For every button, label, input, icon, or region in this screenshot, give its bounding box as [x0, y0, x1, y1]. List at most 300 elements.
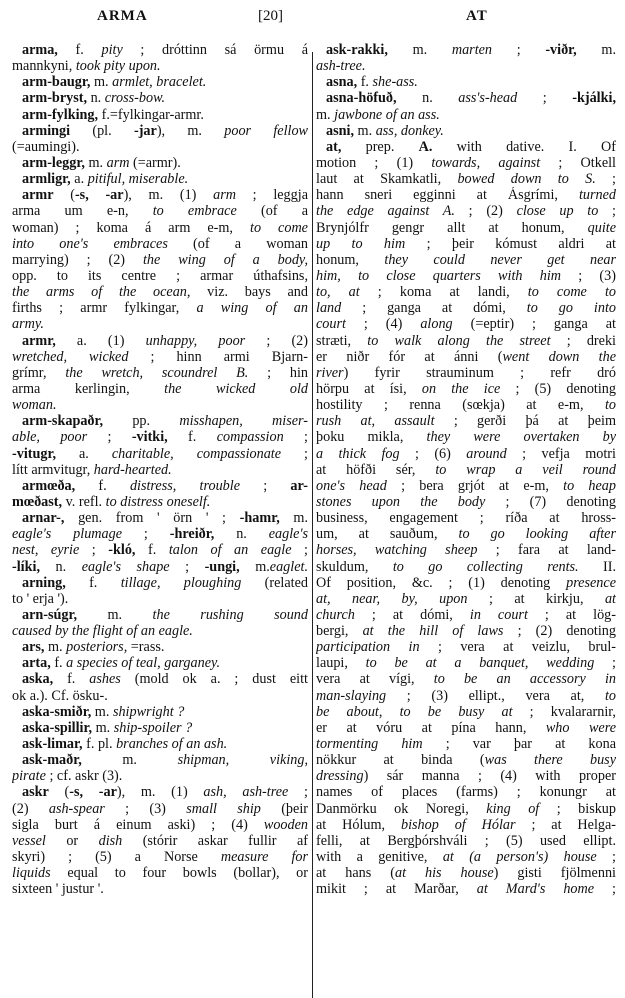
- entry-line: [12, 397, 308, 413]
- entry-text: f.: [167, 429, 217, 446]
- entry-line: [316, 42, 616, 58]
- entry-text: motion ; (1): [316, 154, 432, 171]
- headword: arm-baugr,: [22, 74, 91, 91]
- entry-text: (of a woman: [167, 235, 308, 252]
- entry-text: at höfði sér,: [316, 461, 436, 478]
- entry-text: ; Otkell: [540, 154, 616, 171]
- entry-line: [12, 688, 308, 704]
- entry-text: (of a: [236, 203, 308, 220]
- entry-text: ;: [281, 445, 308, 462]
- entry-text: ;: [291, 542, 308, 559]
- entry-line: [316, 187, 616, 203]
- entry-line: [12, 736, 308, 752]
- entry-text: laut at Skamkatli,: [316, 171, 458, 188]
- gloss-text: eagle's: [268, 526, 308, 543]
- entry-line: [316, 559, 616, 575]
- gloss-text: to be an accessory in: [433, 671, 616, 688]
- gloss-text: ash, ash-tree: [203, 784, 289, 801]
- entry-text: m.: [92, 719, 114, 736]
- headword: ask-maðr,: [22, 752, 82, 769]
- entry-line: [12, 639, 308, 655]
- entry-line: [316, 752, 616, 768]
- gloss-text: ship-spoiler ?: [113, 719, 193, 736]
- headword: -líki,: [12, 558, 40, 575]
- entry-text: ; (2): [245, 332, 308, 349]
- gloss-text: wooden: [263, 816, 308, 833]
- headword: at,: [326, 138, 342, 155]
- page-number: [20]: [258, 8, 283, 24]
- headword: armr,: [22, 332, 56, 349]
- gloss-text: pirate: [12, 768, 46, 785]
- gloss-text: king of: [486, 800, 540, 817]
- gloss-text: shipwright ?: [112, 703, 185, 720]
- entry-text: equal to four bowls (bollar), or: [50, 865, 308, 882]
- gloss-text: eagle's plumage: [12, 526, 123, 543]
- entry-text: ;: [594, 655, 616, 672]
- gloss-text: towards, against: [431, 154, 541, 171]
- headword: aska,: [22, 671, 54, 688]
- column-divider: [312, 52, 313, 998]
- gloss-text: to go looking after: [458, 526, 616, 543]
- entry-text: ; dróttinn sá örmu á: [122, 42, 308, 58]
- entry-line: [316, 510, 616, 526]
- entry-text: n.: [40, 558, 82, 575]
- entry-text: ; (3) ellipt., vera at,: [386, 687, 605, 704]
- headword: -ungi,: [204, 558, 240, 575]
- entry-text: ;: [598, 203, 616, 220]
- gloss-text: court: [316, 316, 346, 333]
- headword: arm-fylking,: [22, 106, 99, 123]
- entry-text: er at vóru at pína hann,: [316, 719, 546, 736]
- entry-line: [12, 623, 308, 639]
- entry-text: gen. from ' örn ' ;: [64, 510, 240, 527]
- entry-line: [316, 220, 616, 236]
- entry-line: [12, 478, 308, 494]
- entry-line: [12, 801, 308, 817]
- gloss-text: distress, trouble: [129, 477, 240, 494]
- entry-line: [316, 203, 616, 219]
- entry-text: skyri) ; (5) a Norse: [12, 849, 221, 866]
- entry-line: [316, 817, 616, 833]
- entry-text: arma um e-n,: [12, 203, 153, 220]
- entry-line: [316, 639, 616, 655]
- entry-text: opp. to its centre ; armar úthafsins,: [12, 267, 308, 284]
- entry-line: [316, 720, 616, 736]
- entry-line: [316, 58, 616, 74]
- entry-text: prep.: [341, 138, 419, 155]
- entry-text: =rass.: [127, 639, 165, 656]
- left-column: [12, 42, 308, 897]
- entry-text: (þeir: [260, 800, 308, 817]
- entry-text: firths ; armr fylkingar,: [12, 300, 197, 317]
- entry-text: stræti,: [316, 332, 368, 349]
- entry-text: nökkur at binda (: [316, 752, 485, 769]
- gloss-text: charitable, compassionate: [111, 445, 282, 462]
- entry-text: n.: [396, 90, 459, 107]
- entry-text: n.: [87, 90, 105, 107]
- entry-text: m.: [44, 639, 67, 656]
- gloss-text: a wing of an: [196, 300, 308, 317]
- entry-text: ; dreki: [550, 332, 616, 349]
- gloss-text: to heap: [563, 477, 616, 494]
- entry-line: [316, 300, 616, 316]
- entry-text: m.: [316, 106, 335, 123]
- entry-text: v. refl.: [62, 493, 106, 510]
- entry-text: ; (7) denoting: [485, 493, 616, 510]
- entry-line: [12, 155, 308, 171]
- entry-line: [316, 591, 616, 607]
- headword: armœða,: [22, 477, 76, 494]
- headword: armingi: [22, 122, 71, 139]
- entry-line: [316, 575, 616, 591]
- entry-text: ; (2) denoting: [503, 623, 616, 640]
- gloss-text: around: [466, 445, 507, 462]
- entry-text: ; at lög-: [527, 606, 616, 623]
- headword: arm-skapaðr,: [22, 413, 104, 430]
- entry-line: [12, 268, 308, 284]
- gloss-text: a thick fog: [316, 445, 400, 462]
- gloss-text: to distress oneself.: [105, 493, 211, 510]
- headword: A.: [418, 138, 433, 155]
- gloss-text: one's head: [316, 477, 387, 494]
- entry-text: ), m. (1): [116, 784, 204, 801]
- entry-line: [316, 623, 616, 639]
- entry-text: ) gisti fjölmenni: [493, 865, 616, 882]
- entry-line: [12, 833, 308, 849]
- entry-text: m.: [576, 42, 616, 58]
- gloss-text: the edge against A.: [316, 203, 455, 220]
- entry-line: [12, 236, 308, 252]
- entry-line: [12, 171, 308, 187]
- entry-line: [12, 139, 308, 155]
- entry-line: [12, 559, 308, 575]
- entry-line: [12, 720, 308, 736]
- entry-line: [12, 42, 308, 58]
- gloss-text: measure for: [220, 849, 308, 866]
- entry-line: [316, 236, 616, 252]
- gloss-text: able, poor: [12, 429, 88, 446]
- gloss-text: bishop of Hólar: [400, 816, 516, 833]
- entry-line: [12, 58, 308, 74]
- entry-text: ; at dómi,: [354, 606, 470, 623]
- headword: armligr,: [22, 171, 71, 188]
- entry-text: ; at kirkju,: [467, 590, 605, 607]
- entry-text: ; (6): [399, 445, 467, 462]
- entry-line: [316, 542, 616, 558]
- gloss-text: woman.: [12, 397, 57, 414]
- gloss-text: they were overtaken by: [426, 429, 616, 446]
- gloss-text: ass's-head: [458, 90, 518, 107]
- entry-text: ; þeir kómust aldri at: [405, 235, 616, 252]
- gloss-text: bowed down to S.: [457, 171, 596, 188]
- entry-text: ;: [596, 849, 616, 866]
- entry-text: ;: [122, 526, 170, 543]
- gloss-text: tillage, ploughing: [120, 574, 242, 591]
- gloss-text: took pity upon.: [75, 58, 161, 75]
- entry-text: ; leggja: [235, 187, 308, 204]
- headword: arma,: [22, 42, 58, 58]
- entry-text: or: [45, 832, 99, 849]
- entry-line: [316, 397, 616, 413]
- entry-line: [12, 316, 308, 332]
- entry-line: [316, 688, 616, 704]
- entry-text: to ' erja ').: [12, 590, 69, 607]
- gloss-text: compassion: [216, 429, 284, 446]
- gloss-text: turned: [578, 187, 616, 204]
- entry-text: (=armr).: [129, 154, 181, 171]
- entry-text: f.: [57, 42, 102, 58]
- gloss-text: who were: [545, 719, 616, 736]
- entry-text: vera at vígi,: [316, 671, 434, 688]
- entry-text: ; biskup: [539, 800, 616, 817]
- entry-text: m.: [279, 510, 308, 527]
- headword: askr: [22, 784, 49, 801]
- entry-line: [12, 849, 308, 865]
- entry-line: [12, 494, 308, 510]
- headword: arm-leggr,: [22, 154, 85, 171]
- headword: -kjálki,: [572, 90, 616, 107]
- gloss-text: the arms of the ocean,: [12, 284, 191, 301]
- gloss-text: branches of an ash.: [116, 736, 228, 753]
- entry-text: honum,: [316, 251, 385, 268]
- entry-text: f.: [53, 671, 90, 688]
- entry-line: [316, 704, 616, 720]
- gloss-text: at, near, by, upon: [316, 590, 468, 607]
- gloss-text: wretched, wicked: [12, 348, 129, 365]
- entry-text: um, at sauðum,: [316, 526, 459, 543]
- gloss-text: on the ice: [421, 380, 501, 397]
- entry-text: ; (3): [104, 800, 187, 817]
- entry-line: [12, 381, 308, 397]
- entry-text: m.: [90, 74, 113, 91]
- entry-text: viz. bays and: [190, 284, 308, 301]
- gloss-text: rush at, assault: [316, 413, 435, 430]
- gloss-text: in court: [469, 606, 528, 623]
- gloss-text: they could never get near: [384, 251, 616, 268]
- entry-text: ;: [240, 477, 291, 494]
- entry-line: [12, 752, 308, 768]
- entry-line: [316, 252, 616, 268]
- entry-text: ;: [288, 784, 308, 801]
- entry-text: ), m. (1): [123, 187, 214, 204]
- entry-line: [316, 494, 616, 510]
- entry-text: ) sár manna ; (4) with proper: [363, 768, 616, 785]
- headword: -vitki,: [131, 429, 168, 446]
- gloss-text: to go collecting rents.: [392, 558, 579, 575]
- entry-line: [316, 526, 616, 542]
- entry-text: (related: [241, 574, 308, 591]
- gloss-text: him, to close quarters with him: [316, 267, 562, 284]
- entry-line: [12, 575, 308, 591]
- entry-line: [316, 607, 616, 623]
- entry-line: [12, 203, 308, 219]
- entry-text: ; (5) denoting: [500, 380, 616, 397]
- headword: ars,: [22, 639, 45, 656]
- gloss-text: arm: [213, 187, 236, 204]
- headword: arn-súgr,: [22, 606, 78, 623]
- entry-text: m.: [354, 122, 376, 139]
- entry-line: [316, 801, 616, 817]
- gloss-text: ass, donkey.: [375, 122, 444, 139]
- headword: ask-rakki,: [326, 42, 388, 58]
- headword: asna-höfuð,: [326, 90, 397, 107]
- headword: -viðr,: [545, 42, 577, 58]
- entry-text: arma kerlingin,: [12, 380, 165, 397]
- entry-text: (=eptir) ; ganga at: [452, 316, 616, 333]
- gloss-text: caused by the flight of an eagle.: [12, 623, 193, 640]
- entry-line: [12, 768, 308, 784]
- gloss-text: to wrap a veil round: [435, 461, 616, 478]
- gloss-text: the wing of a body,: [142, 251, 308, 268]
- entry-text: Danmörku ok Noregi,: [316, 800, 487, 817]
- entry-text: ;: [594, 881, 616, 898]
- entry-line: [316, 333, 616, 349]
- gloss-text: to: [604, 687, 616, 704]
- entry-text: sixteen ' justur '.: [12, 881, 104, 898]
- entry-line: [12, 252, 308, 268]
- entry-text: ;: [79, 542, 109, 559]
- entry-text: ; cf. askr (3).: [45, 768, 123, 785]
- entry-line: [12, 333, 308, 349]
- gloss-text: at (a person's) house: [442, 849, 597, 866]
- entry-text: ;: [87, 429, 132, 446]
- gloss-text: horses, watching sheep: [316, 542, 478, 559]
- gloss-text: was there busy: [484, 752, 616, 769]
- entry-text: ; gerði þá at þeim: [434, 413, 616, 430]
- gloss-text: pitiful, miserable.: [87, 171, 189, 188]
- entry-text: (pl.: [70, 122, 134, 139]
- gloss-text: the rushing sound: [152, 606, 308, 623]
- entry-text: ; var þar at kona: [422, 736, 616, 753]
- entry-line: [12, 671, 308, 687]
- headword: asna,: [326, 74, 358, 91]
- entry-line: [316, 736, 616, 752]
- entry-line: [12, 510, 308, 526]
- headword: armr: [22, 187, 54, 204]
- gloss-text: the wicked old: [164, 380, 308, 397]
- entry-line: [12, 365, 308, 381]
- gloss-text: along: [420, 316, 453, 333]
- running-header: [0, 8, 625, 30]
- gloss-text: poor fellow: [224, 122, 308, 139]
- entry-text: ; hinn armi Bjarn-: [128, 348, 308, 365]
- entry-line: [316, 833, 616, 849]
- entry-text: lítt armvitugr,: [12, 461, 94, 478]
- gloss-text: church: [316, 606, 355, 623]
- entry-text: ;: [595, 171, 616, 188]
- gloss-text: dressing: [316, 768, 364, 785]
- gloss-text: at his house: [394, 865, 494, 882]
- entry-line: [316, 881, 616, 897]
- gloss-text: misshapen, miser-: [179, 413, 308, 430]
- gloss-text: to go into: [526, 300, 616, 317]
- gloss-text: marten: [451, 42, 493, 58]
- entry-line: [12, 284, 308, 300]
- entry-line: [316, 381, 616, 397]
- headword: mœðast,: [12, 493, 63, 510]
- entry-line: [12, 865, 308, 881]
- entry-text: a.: [70, 171, 88, 188]
- entry-line: [316, 865, 616, 881]
- entry-text: with dative. I. Of: [432, 138, 616, 155]
- right-column: [316, 42, 616, 897]
- gloss-text: to, at: [316, 284, 360, 301]
- entry-line: [316, 155, 616, 171]
- entry-line: [12, 123, 308, 139]
- entry-text: Of position, &c. ; (1) denoting: [316, 574, 567, 591]
- entry-text: business, engagement ; ríða at hross-: [316, 510, 616, 527]
- entry-text: f.: [65, 574, 121, 591]
- entry-text: m.: [84, 154, 107, 171]
- entry-text: ; koma at landi,: [359, 284, 528, 301]
- entry-text: a. (1): [55, 332, 146, 349]
- headword: arta,: [22, 655, 51, 672]
- entry-line: [12, 526, 308, 542]
- entry-text: (: [48, 784, 70, 801]
- entry-text: marrying) ; (2): [12, 251, 143, 268]
- gloss-text: jawbone of an ass.: [334, 106, 440, 123]
- headword: -s, -ar: [69, 784, 117, 801]
- headword: -hreiðr,: [169, 526, 215, 543]
- gloss-text: ash-spear: [48, 800, 105, 817]
- entry-line: [316, 284, 616, 300]
- entry-text: m.: [387, 42, 452, 58]
- gloss-text: stones upon the body: [316, 493, 486, 510]
- entry-line: [316, 462, 616, 478]
- entry-line: [12, 817, 308, 833]
- entry-text: ;: [517, 90, 573, 107]
- entry-text: ; vefja motri: [506, 445, 616, 462]
- entry-line: [12, 300, 308, 316]
- entry-text: felli, at Bergþórshváli ; (5) used ellipt.: [316, 832, 616, 849]
- entry-text: woman) ; koma á arm e-m,: [12, 219, 250, 236]
- entry-text: f.: [50, 655, 67, 672]
- gloss-text: unhappy, poor: [145, 332, 246, 349]
- entry-text: (mold ok a. ; dust eitt: [120, 671, 308, 688]
- headword: -hamr,: [239, 510, 280, 527]
- gloss-text: shipman, viking,: [177, 752, 308, 769]
- gloss-text: vessel: [12, 832, 46, 849]
- entry-text: bergi,: [316, 623, 363, 640]
- entry-text: a.: [56, 445, 112, 462]
- entry-line: [12, 349, 308, 365]
- headword: -kló,: [108, 542, 136, 559]
- entry-line: [316, 139, 616, 155]
- headword: aska-spillir,: [22, 719, 93, 736]
- gloss-text: at: [604, 590, 616, 607]
- headword: -jar: [133, 122, 157, 139]
- entry-text: f.: [135, 542, 169, 559]
- entry-line: [316, 90, 616, 106]
- entry-text: ; bera grjót at e-m,: [386, 477, 564, 494]
- gloss-text: quite: [587, 219, 616, 236]
- entry-text: f.: [75, 477, 130, 494]
- gloss-text: eaglet.: [269, 558, 308, 575]
- gloss-text: cross-bow.: [104, 90, 166, 107]
- entry-line: [316, 429, 616, 445]
- entry-line: [12, 784, 308, 800]
- entry-line: [12, 90, 308, 106]
- headword: ar-: [290, 477, 308, 494]
- gloss-text: participation in: [316, 639, 420, 656]
- entry-text: hörpu at ísi,: [316, 380, 422, 397]
- entry-line: [316, 446, 616, 462]
- gloss-text: at the hill of laws: [362, 623, 504, 640]
- entry-line: [12, 413, 308, 429]
- gloss-text: small ship: [186, 800, 261, 817]
- entry-text: n.: [214, 526, 269, 543]
- entry-line: [316, 671, 616, 687]
